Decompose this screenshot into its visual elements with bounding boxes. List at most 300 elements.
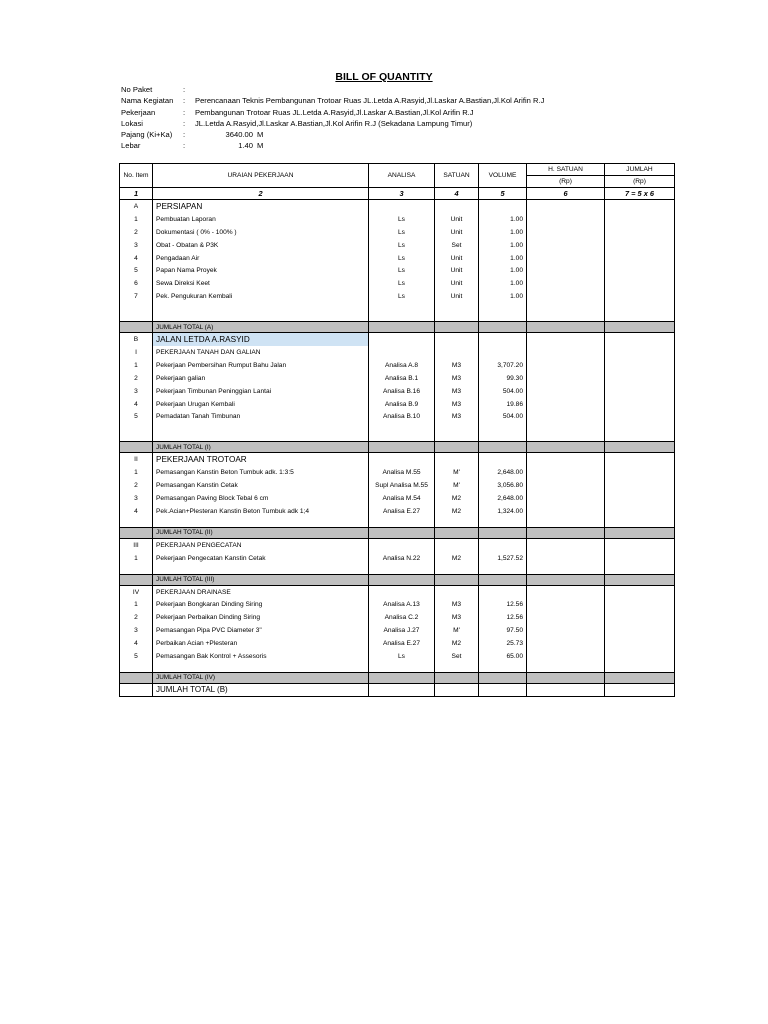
item-volume: 1.00: [479, 290, 527, 303]
table-row: [120, 385, 675, 398]
item-analisa: Analisa B.16: [369, 385, 435, 398]
empty-cell: [527, 312, 605, 322]
section-title: PEKERJAAN TANAH DAN GALIAN: [153, 346, 369, 359]
empty-cell: [527, 442, 605, 453]
empty-cell: [527, 672, 605, 683]
empty-cell: [120, 565, 153, 575]
item-volume: 1.00: [479, 252, 527, 265]
empty-cell: [369, 585, 435, 598]
empty-cell: [369, 423, 435, 432]
col-number: 2: [153, 188, 369, 200]
item-analisa: Ls: [369, 264, 435, 277]
item-analisa: Ls: [369, 290, 435, 303]
item-description: Pemasangan Kanstin Beton Tumbuk adk. 1:3:5: [153, 466, 369, 479]
item-satuan: M3: [435, 611, 479, 624]
item-satuan: Unit: [435, 277, 479, 290]
section-title: JALAN LETDA A.RASYID: [153, 333, 369, 346]
empty-cell: [527, 277, 605, 290]
empty-cell: [479, 672, 527, 683]
item-number: 5: [120, 264, 153, 277]
empty-cell: [605, 598, 675, 611]
item-volume: 3,707.20: [479, 359, 527, 372]
empty-cell: [605, 423, 675, 432]
table-row: [120, 611, 675, 624]
item-number: 1: [120, 213, 153, 226]
header-key: Pekerjaan: [121, 107, 156, 117]
empty-cell: [527, 650, 605, 663]
empty-cell: [120, 442, 153, 453]
subtotal-label: JUMLAH TOTAL (I): [153, 442, 369, 453]
empty-cell: [153, 423, 369, 432]
empty-cell: [605, 672, 675, 683]
empty-cell: [605, 398, 675, 411]
empty-cell: [120, 423, 153, 432]
item-satuan: M3: [435, 359, 479, 372]
empty-cell: [435, 346, 479, 359]
blank-row: [120, 432, 675, 442]
item-volume: 1,527.52: [479, 552, 527, 565]
item-volume: 504.00: [479, 385, 527, 398]
empty-cell: [120, 683, 153, 696]
empty-cell: [527, 239, 605, 252]
empty-cell: [479, 333, 527, 346]
item-satuan: M2: [435, 492, 479, 505]
header-row-lokasi: [121, 118, 544, 129]
item-analisa: Ls: [369, 650, 435, 663]
table-row: [120, 372, 675, 385]
col-header-jumlah: [605, 164, 675, 188]
empty-cell: [369, 672, 435, 683]
item-volume: 1.00: [479, 277, 527, 290]
empty-cell: [435, 527, 479, 538]
item-volume: 1.00: [479, 264, 527, 277]
header-sep: :: [183, 141, 186, 151]
item-number: 2: [120, 611, 153, 624]
item-satuan: M3: [435, 385, 479, 398]
table-row: [120, 492, 675, 505]
header-key: Nama Kegiatan: [121, 96, 174, 106]
item-number: 6: [120, 277, 153, 290]
item-volume: 2,648.00: [479, 466, 527, 479]
table-row: [120, 264, 675, 277]
item-number: 1: [120, 466, 153, 479]
subtotal-label: JUMLAH TOTAL (IV): [153, 672, 369, 683]
empty-cell: [605, 213, 675, 226]
empty-cell: [435, 538, 479, 551]
empty-cell: [527, 538, 605, 551]
col-number: 4: [435, 188, 479, 200]
item-volume: 1.00: [479, 226, 527, 239]
section-heading-row: [120, 585, 675, 598]
header-unit: M: [257, 130, 264, 140]
empty-cell: [153, 303, 369, 312]
item-number: 4: [120, 505, 153, 518]
item-analisa: Analisa E.27: [369, 505, 435, 518]
item-analisa: Analisa C.2: [369, 611, 435, 624]
item-satuan: Unit: [435, 290, 479, 303]
header-value: JL.Letda A.Rasyid,Jl.Laskar A.Bastian,Jl.Kol Arifin R.J (Sekadana Lampung Timur): [195, 118, 473, 128]
item-number: 3: [120, 492, 153, 505]
empty-cell: [479, 442, 527, 453]
empty-cell: [369, 303, 435, 312]
header-sep: :: [183, 107, 186, 117]
item-volume: 25.73: [479, 637, 527, 650]
section-title: PEKERJAAN TROTOAR: [153, 453, 369, 466]
empty-cell: [527, 303, 605, 312]
empty-cell: [605, 574, 675, 585]
col-number: 5: [479, 188, 527, 200]
empty-cell: [479, 322, 527, 333]
empty-cell: [605, 322, 675, 333]
empty-cell: [527, 585, 605, 598]
item-satuan: Unit: [435, 213, 479, 226]
item-satuan: M3: [435, 598, 479, 611]
col-number: 7 = 5 x 6: [605, 188, 675, 200]
empty-cell: [369, 565, 435, 575]
table-row: [120, 398, 675, 411]
empty-cell: [120, 312, 153, 322]
empty-cell: [527, 565, 605, 575]
section-title: PERSIAPAN: [153, 200, 369, 213]
empty-cell: [120, 574, 153, 585]
header-row-no-paket: [121, 84, 544, 95]
empty-cell: [605, 505, 675, 518]
section-title: PEKERJAAN DRAINASE: [153, 585, 369, 598]
col-header-hsatuan: [527, 164, 605, 188]
header-number: 3640.00: [225, 130, 253, 140]
item-satuan: Set: [435, 650, 479, 663]
empty-cell: [369, 453, 435, 466]
empty-cell: [527, 322, 605, 333]
empty-cell: [605, 683, 675, 696]
empty-cell: [605, 290, 675, 303]
item-volume: 504.00: [479, 410, 527, 423]
item-analisa: Analisa E.27: [369, 637, 435, 650]
item-description: Pekerjaan Bongkaran Dinding Siring: [153, 598, 369, 611]
empty-cell: [369, 322, 435, 333]
empty-cell: [369, 333, 435, 346]
item-analisa: Analisa M.54: [369, 492, 435, 505]
item-description: Pembuatan Laporan: [153, 213, 369, 226]
header-row-nama-kegiatan: [121, 95, 544, 106]
empty-cell: [120, 527, 153, 538]
empty-cell: [527, 385, 605, 398]
item-description: Pekerjaan Pembersihan Rumput Bahu Jalan: [153, 359, 369, 372]
item-number: 5: [120, 650, 153, 663]
boq-table: [119, 163, 675, 697]
item-number: 5: [120, 410, 153, 423]
empty-cell: [605, 453, 675, 466]
blank-row: [120, 312, 675, 322]
empty-cell: [527, 200, 605, 213]
item-satuan: Set: [435, 239, 479, 252]
col-header-uraian: URAIAN PEKERJAAN: [153, 164, 369, 188]
subtotal-row: [120, 527, 675, 538]
item-analisa: Ls: [369, 277, 435, 290]
item-description: Pek.Acian+Plesteran Kanstin Beton Tumbuk adk 1;4: [153, 505, 369, 518]
item-analisa: Supl Analisa M.55: [369, 479, 435, 492]
empty-cell: [527, 637, 605, 650]
empty-cell: [479, 200, 527, 213]
empty-cell: [369, 663, 435, 673]
empty-cell: [435, 432, 479, 442]
table-header-row: [120, 164, 675, 188]
subtotal-row: [120, 574, 675, 585]
empty-cell: [479, 518, 527, 528]
item-description: Pekerjaan Timbunan Peninggian Lantai: [153, 385, 369, 398]
item-satuan: M2: [435, 552, 479, 565]
empty-cell: [527, 423, 605, 432]
empty-cell: [479, 574, 527, 585]
section-number: A: [120, 200, 153, 213]
empty-cell: [435, 585, 479, 598]
empty-cell: [153, 663, 369, 673]
item-description: Pemasangan Bak Kontrol + Assesoris: [153, 650, 369, 663]
blank-row: [120, 565, 675, 575]
empty-cell: [435, 312, 479, 322]
empty-cell: [479, 527, 527, 538]
empty-cell: [120, 663, 153, 673]
item-volume: 99.30: [479, 372, 527, 385]
empty-cell: [527, 346, 605, 359]
item-description: Pekerjaan Urugan Kembali: [153, 398, 369, 411]
table-row: [120, 252, 675, 265]
item-analisa: Ls: [369, 213, 435, 226]
empty-cell: [369, 346, 435, 359]
col-header-no: No. Item: [120, 164, 153, 188]
column-number-row: [120, 188, 675, 200]
header-value: Pembangunan Trotoar Ruas JL.Letda A.Rasyid,Jl.Laskar A.Bastian,Jl.Kol Arifin R.J: [195, 107, 474, 117]
empty-cell: [369, 312, 435, 322]
item-number: 4: [120, 398, 153, 411]
item-number: 1: [120, 552, 153, 565]
subtotal-row: [120, 442, 675, 453]
empty-cell: [479, 538, 527, 551]
empty-cell: [435, 423, 479, 432]
empty-cell: [605, 650, 675, 663]
empty-cell: [435, 683, 479, 696]
item-description: Pengadaan Air: [153, 252, 369, 265]
item-description: Dokumentasi ( 0% - 100% ): [153, 226, 369, 239]
empty-cell: [120, 432, 153, 442]
item-volume: 19.86: [479, 398, 527, 411]
empty-cell: [527, 410, 605, 423]
item-analisa: Analisa J.27: [369, 624, 435, 637]
empty-cell: [527, 264, 605, 277]
header-row-lebar: [121, 140, 544, 151]
empty-cell: [527, 611, 605, 624]
empty-cell: [605, 277, 675, 290]
item-number: 2: [120, 226, 153, 239]
empty-cell: [527, 290, 605, 303]
section-number: III: [120, 538, 153, 551]
section-title: PEKERJAAN PENGECATAN: [153, 538, 369, 551]
item-description: Pek. Pengukuran Kembali: [153, 290, 369, 303]
item-description: Pemasangan Kanstin Cetak: [153, 479, 369, 492]
table-row: [120, 552, 675, 565]
empty-cell: [527, 552, 605, 565]
item-number: 3: [120, 624, 153, 637]
empty-cell: [527, 213, 605, 226]
empty-cell: [479, 346, 527, 359]
item-analisa: Analisa A.8: [369, 359, 435, 372]
item-analisa: Ls: [369, 239, 435, 252]
header-sep: :: [183, 130, 186, 140]
section-number: II: [120, 453, 153, 466]
item-analisa: Ls: [369, 226, 435, 239]
item-analisa: Ls: [369, 252, 435, 265]
empty-cell: [369, 527, 435, 538]
item-analisa: Analisa B.10: [369, 410, 435, 423]
grand-total-row: [120, 683, 675, 696]
item-number: 4: [120, 637, 153, 650]
empty-cell: [527, 466, 605, 479]
item-satuan: M3: [435, 372, 479, 385]
table-row: [120, 479, 675, 492]
header-sep: :: [183, 118, 186, 128]
empty-cell: [120, 672, 153, 683]
empty-cell: [605, 492, 675, 505]
empty-cell: [527, 252, 605, 265]
empty-cell: [605, 252, 675, 265]
subtotal-label: JUMLAH TOTAL (A): [153, 322, 369, 333]
empty-cell: [605, 624, 675, 637]
empty-cell: [605, 264, 675, 277]
item-analisa: Analisa B.1: [369, 372, 435, 385]
header-sep: :: [183, 96, 186, 106]
item-satuan: M2: [435, 505, 479, 518]
col-number: 1: [120, 188, 153, 200]
item-description: Pemadatan Tanah Timbunan: [153, 410, 369, 423]
empty-cell: [153, 312, 369, 322]
empty-cell: [369, 442, 435, 453]
empty-cell: [527, 398, 605, 411]
empty-cell: [605, 538, 675, 551]
empty-cell: [605, 637, 675, 650]
empty-cell: [435, 322, 479, 333]
item-description: Papan Nama Proyek: [153, 264, 369, 277]
empty-cell: [605, 585, 675, 598]
empty-cell: [527, 624, 605, 637]
empty-cell: [527, 359, 605, 372]
blank-row: [120, 423, 675, 432]
header-unit: M: [257, 141, 264, 151]
col-header-satuan: SATUAN: [435, 164, 479, 188]
header-row-panjang: [121, 129, 544, 140]
table-row: [120, 637, 675, 650]
item-volume: 1,324.00: [479, 505, 527, 518]
empty-cell: [435, 200, 479, 213]
empty-cell: [527, 226, 605, 239]
empty-cell: [479, 303, 527, 312]
item-description: Sewa Direksi Keet: [153, 277, 369, 290]
table-row: [120, 650, 675, 663]
empty-cell: [605, 200, 675, 213]
item-analisa: Analisa B.9: [369, 398, 435, 411]
item-satuan: Unit: [435, 226, 479, 239]
empty-cell: [435, 453, 479, 466]
empty-cell: [605, 611, 675, 624]
header-number: 1.40: [238, 141, 253, 151]
empty-cell: [527, 518, 605, 528]
empty-cell: [479, 453, 527, 466]
section-number: I: [120, 346, 153, 359]
empty-cell: [605, 226, 675, 239]
table-row: [120, 598, 675, 611]
col-number: 3: [369, 188, 435, 200]
empty-cell: [435, 565, 479, 575]
empty-cell: [605, 385, 675, 398]
empty-cell: [479, 423, 527, 432]
section-heading-row: [120, 538, 675, 551]
item-analisa: Analisa N.22: [369, 552, 435, 565]
empty-cell: [153, 432, 369, 442]
empty-cell: [479, 683, 527, 696]
empty-cell: [527, 432, 605, 442]
item-satuan: M3: [435, 410, 479, 423]
empty-cell: [120, 303, 153, 312]
empty-cell: [605, 312, 675, 322]
empty-cell: [605, 333, 675, 346]
table-row: [120, 410, 675, 423]
empty-cell: [527, 372, 605, 385]
grand-total-label: JUMLAH TOTAL (B): [153, 683, 369, 696]
empty-cell: [527, 527, 605, 538]
item-satuan: Unit: [435, 252, 479, 265]
section-heading-row: [120, 200, 675, 213]
empty-cell: [527, 505, 605, 518]
empty-cell: [527, 663, 605, 673]
item-description: Pemasangan Pipa PVC Diameter 3": [153, 624, 369, 637]
empty-cell: [369, 200, 435, 213]
table-row: [120, 624, 675, 637]
empty-cell: [369, 538, 435, 551]
item-number: 1: [120, 359, 153, 372]
empty-cell: [435, 333, 479, 346]
item-analisa: Analisa A.13: [369, 598, 435, 611]
empty-cell: [605, 442, 675, 453]
subtotal-row: [120, 322, 675, 333]
empty-cell: [527, 574, 605, 585]
empty-cell: [527, 453, 605, 466]
item-satuan: Unit: [435, 264, 479, 277]
empty-cell: [479, 585, 527, 598]
blank-row: [120, 663, 675, 673]
item-number: 7: [120, 290, 153, 303]
table-row: [120, 359, 675, 372]
subtotal-label: JUMLAH TOTAL (II): [153, 527, 369, 538]
document-title: BILL OF QUANTITY: [335, 71, 433, 83]
table-row: [120, 239, 675, 252]
header-key: Lokasi: [121, 118, 143, 128]
empty-cell: [479, 565, 527, 575]
item-volume: 65.00: [479, 650, 527, 663]
subtotal-row: [120, 672, 675, 683]
section-number: IV: [120, 585, 153, 598]
empty-cell: [605, 303, 675, 312]
header-key: Lebar: [121, 141, 141, 151]
item-description: Pekerjaan Perbaikan Dinding Siring: [153, 611, 369, 624]
empty-cell: [605, 432, 675, 442]
item-description: Pekerjaan Pengecatan Kanstin Cetak: [153, 552, 369, 565]
blank-row: [120, 518, 675, 528]
col-header-jumlah-unit: (Rp): [633, 178, 646, 185]
section-heading-row: [120, 346, 675, 359]
empty-cell: [435, 574, 479, 585]
empty-cell: [435, 672, 479, 683]
item-number: 2: [120, 372, 153, 385]
col-header-hsatuan-label: H. SATUAN: [527, 164, 604, 176]
